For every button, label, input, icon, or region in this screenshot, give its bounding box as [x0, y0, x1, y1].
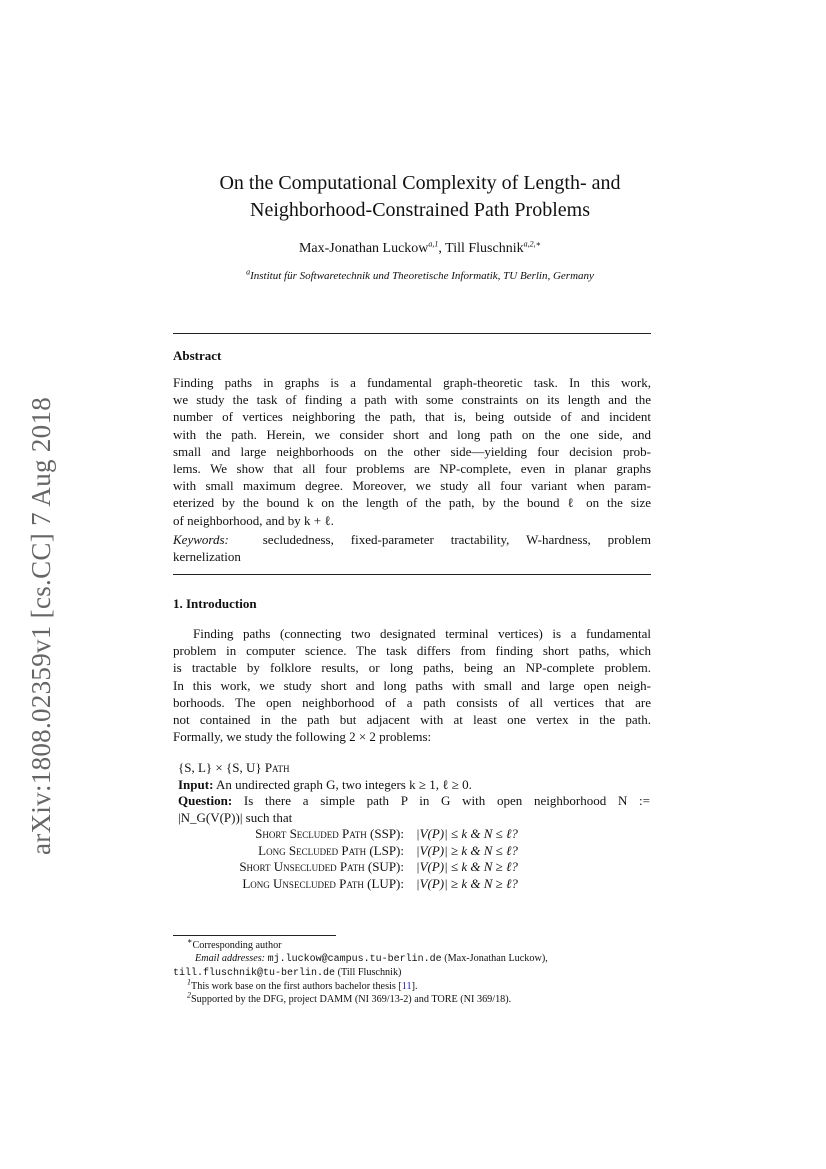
title-line-1: On the Computational Complexity of Length- and	[219, 172, 621, 194]
footnote-1-mark: 1	[187, 977, 191, 987]
question-text-cont: |N_G(V(P))| such that	[178, 809, 293, 825]
question-label: Question:	[178, 793, 233, 808]
abstract-line: with the path. Herein, we consider short and long path on the one side, and	[173, 426, 651, 442]
intro-line: Formally, we study the following 2 × 2 problems:	[173, 729, 432, 745]
variant-condition: |V(P)| ≥ k & N ≥ ℓ?	[416, 875, 518, 891]
footnote-rule	[173, 935, 336, 936]
abstract-line: number of vertices neighboring the path, that is, being outside of and incident	[173, 409, 651, 425]
variant-name: Long Unsecluded Path (LUP):	[242, 875, 404, 891]
author-fluschnik-affil: a,2,∗	[523, 239, 542, 249]
problem-name: {S, L} × {S, U} Path	[178, 760, 290, 775]
intro-line: problem in computer science. The task differs from finding short paths, which	[173, 643, 651, 659]
variant-row	[173, 826, 518, 843]
footnote-2-mark: 2	[187, 990, 191, 1000]
abstract-line: small and large neighborhoods on the other side—yielding four decision prob-	[173, 443, 651, 459]
citation-link[interactable]: 11	[401, 981, 412, 992]
email-luckow-link[interactable]: mj.luckow@campus.tu-berlin.de	[267, 954, 442, 965]
abstract-line: Finding paths in graphs is a fundamental graph-theoretic task. In this work,	[173, 375, 651, 390]
paper-title	[150, 170, 690, 224]
problem-variants-table	[173, 826, 518, 892]
input-label: Input:	[178, 776, 214, 792]
author-luckow: Max-Jonathan Luckow	[298, 241, 429, 256]
variant-name: Short Unsecluded Path (SUP):	[239, 859, 404, 874]
corresponding-mark: ∗	[187, 936, 193, 946]
abstract-line: lems. We show that all four problems are NP-complete, even in planar graphs	[173, 461, 651, 477]
variant-condition: |V(P)| ≥ k & N ≤ ℓ?	[416, 842, 518, 858]
affiliation-mark: a	[246, 267, 251, 277]
abstract-line: of neighborhood, and by k + ℓ.	[173, 512, 334, 528]
intro-line: Finding paths (connecting two designated terminal vertices) is a fundamental	[193, 626, 651, 641]
introduction-body	[173, 625, 651, 745]
arxiv-identifier: arXiv:1808.02359v1 [cs.CC] 7 Aug 2018	[26, 396, 56, 855]
email-luckow-name: (Max-Jonathan Luckow),	[444, 953, 548, 964]
variant-condition: |V(P)| ≤ k & N ≤ ℓ?	[416, 826, 518, 841]
variant-row	[173, 876, 518, 893]
variant-name: Long Secluded Path (LSP):	[258, 842, 404, 858]
footnotes	[173, 936, 653, 1006]
footnote-1-text: This work base on the first authors bachelor thesis [	[191, 981, 402, 992]
intro-line: borhoods. The open neighborhood of a path consists of all vertices that are	[173, 694, 651, 710]
abstract-line: with small maximum degree. Moreover, we study all four variant when param-	[173, 478, 651, 494]
variant-name: Short Secluded Path (SSP):	[255, 826, 404, 841]
keywords	[173, 531, 651, 565]
title-line-2: Neighborhood-Constrained Path Problems	[250, 199, 590, 221]
input-text: An undirected graph G, two integers k ≥ 1, ℓ ≥ 0.	[215, 776, 472, 792]
abstract-bottom-rule	[173, 574, 651, 575]
intro-line: In this work, we study short and long paths with small and large open neigh-	[173, 677, 651, 693]
author-separator: ,	[438, 241, 446, 256]
affiliation	[150, 267, 690, 282]
abstract-top-rule	[173, 333, 651, 334]
keywords-label: Keywords:	[173, 532, 229, 547]
email-fluschnik-link[interactable]: till.fluschnik@tu-berlin.de	[173, 968, 336, 979]
problem-definition	[178, 760, 656, 826]
affiliation-text: Institut für Softwaretechnik und Theoretische Informatik, TU Berlin, Germany	[250, 270, 594, 282]
author-fluschnik: Till Fluschnik	[445, 241, 524, 256]
keywords-text-cont: kernelization	[173, 549, 241, 565]
email-fluschnik-name: (Till Fluschnik)	[337, 967, 402, 978]
author-luckow-affil: a,1	[428, 239, 439, 249]
abstract-line: we study the task of finding a path with some constraints on its length and the	[173, 392, 651, 408]
intro-line: is tractable by folklore results, or long paths, being an NP-complete problem.	[173, 660, 651, 676]
variant-condition: |V(P)| ≤ k & N ≥ ℓ?	[416, 859, 518, 874]
intro-line: not contained in the path but adjacent with at least one vertex in the path.	[173, 712, 651, 728]
author-list	[150, 241, 690, 257]
abstract-line: eterized by the bound k on the length of the path, by the bound ℓ on the size	[173, 495, 651, 511]
variant-row	[173, 859, 518, 876]
keywords-text: secludedness, fixed-parameter tractability, W-hardness, problem	[262, 532, 652, 547]
section-heading-introduction: 1. Introduction	[173, 596, 257, 611]
footnote-1-end: ].	[411, 981, 418, 992]
abstract-body	[173, 374, 651, 529]
email-label: Email addresses:	[195, 953, 266, 964]
variant-row	[173, 843, 518, 860]
footnote-2-text: Supported by the DFG, project DAMM (NI 369/13-2) and TORE (NI 369/18).	[191, 994, 512, 1005]
abstract-heading: Abstract	[173, 348, 222, 363]
question-text: Is there a simple path P in G with open neighborhood N :=	[243, 793, 651, 808]
corresponding-author-note: Corresponding author	[192, 940, 282, 951]
